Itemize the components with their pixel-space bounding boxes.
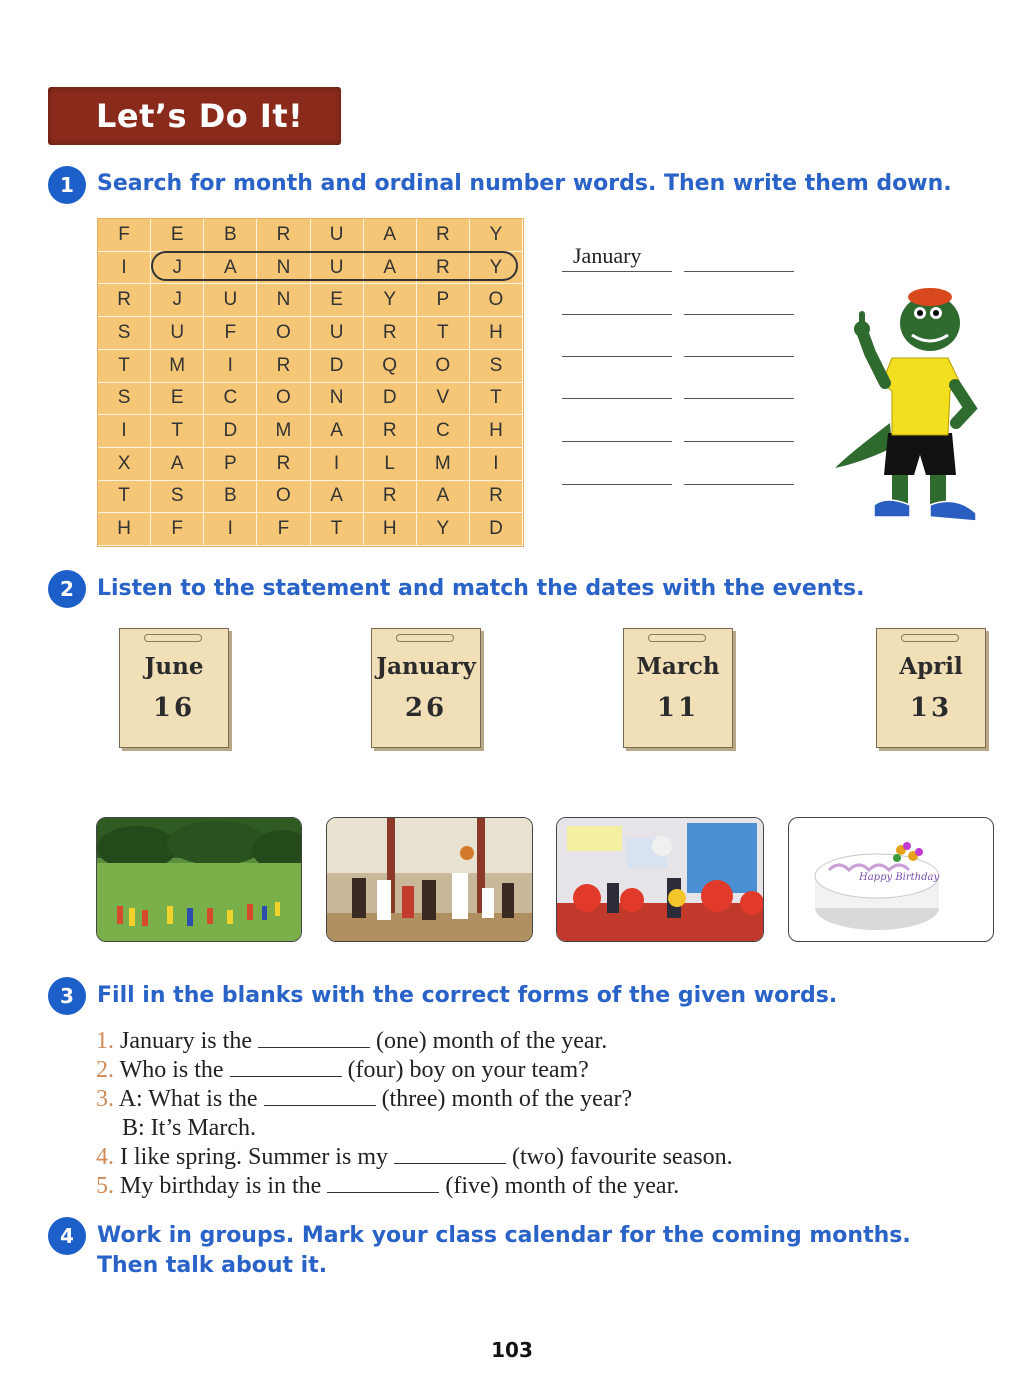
- grid-letter: E: [311, 284, 364, 317]
- grid-letter: M: [417, 448, 470, 481]
- calendar-day: 16: [152, 693, 196, 723]
- item-text-before: Who is the: [119, 1057, 224, 1083]
- exercise-1-instruction: Search for month and ordinal number words. Then write them down.: [97, 171, 952, 196]
- grid-letter: H: [98, 513, 151, 546]
- grid-letter: T: [98, 481, 151, 514]
- grid-letter: U: [311, 219, 364, 252]
- grid-letter: P: [417, 284, 470, 317]
- dinosaur-mascot-illustration: [830, 283, 990, 543]
- grid-letter: A: [364, 252, 417, 285]
- grid-letter: H: [470, 317, 523, 350]
- answer-blank-line: [562, 271, 672, 272]
- banner-title: Let’s Do It!: [96, 97, 304, 135]
- grid-letter: R: [98, 284, 151, 317]
- grid-letter: U: [151, 317, 204, 350]
- grid-letter: X: [98, 448, 151, 481]
- basketball-game-photo: [326, 817, 533, 942]
- item-number: 3.: [96, 1086, 119, 1112]
- grid-letter: I: [470, 448, 523, 481]
- calendar-day: 13: [909, 693, 953, 723]
- grid-letter: H: [470, 415, 523, 448]
- grid-letter: V: [417, 383, 470, 416]
- classroom-party-photo: [556, 817, 764, 942]
- calendar-ring-icon: [144, 634, 202, 642]
- answer-blank-line: [562, 441, 672, 442]
- answer-blank[interactable]: [258, 1031, 370, 1048]
- calendar-card-june: [119, 628, 229, 748]
- item-number: 4.: [96, 1144, 120, 1170]
- grid-letter: B: [204, 219, 257, 252]
- answer-blank-line: [562, 314, 672, 315]
- grid-letter: E: [151, 383, 204, 416]
- grid-letter: I: [311, 448, 364, 481]
- grid-letter: R: [257, 448, 310, 481]
- grid-letter: A: [204, 252, 257, 285]
- grid-letter: R: [364, 317, 417, 350]
- item-text-after: (three) month of the year?: [381, 1086, 633, 1112]
- calendar-card-march: [623, 628, 733, 748]
- exercise-item: [96, 1143, 733, 1172]
- cake-text: Happy Birthday: [859, 872, 940, 883]
- calendar-day: 26: [404, 693, 448, 723]
- item-text-after: (one) month of the year.: [375, 1028, 608, 1054]
- sports-field-photo: [96, 817, 302, 942]
- grid-letter: B: [204, 481, 257, 514]
- grid-letter: Y: [364, 284, 417, 317]
- item-number: 1.: [96, 1028, 120, 1054]
- calendar-month: January: [376, 653, 476, 680]
- section-banner: [48, 87, 341, 145]
- exercise-item: [96, 1172, 733, 1201]
- grid-letter: A: [311, 415, 364, 448]
- answer-blank-line: [684, 314, 794, 315]
- grid-letter: L: [364, 448, 417, 481]
- grid-letter: T: [151, 415, 204, 448]
- grid-letter: N: [257, 252, 310, 285]
- grid-letter: T: [311, 513, 364, 546]
- grid-letter: N: [257, 284, 310, 317]
- exercise-item: [96, 1085, 733, 1114]
- grid-letter: S: [98, 383, 151, 416]
- answer-blank[interactable]: [327, 1176, 439, 1193]
- grid-letter: S: [151, 481, 204, 514]
- exercise-item: [96, 1027, 733, 1056]
- answer-blank-line: [684, 398, 794, 399]
- answer-blank[interactable]: [264, 1089, 376, 1106]
- exercise-2-instruction: Listen to the statement and match the dates with the events.: [97, 576, 865, 601]
- exercise-4-instruction-line1: Work in groups. Mark your class calendar for the coming months.: [97, 1223, 911, 1248]
- calendar-month: June: [144, 653, 204, 680]
- calendar-month: April: [899, 653, 963, 680]
- calendar-ring-icon: [396, 634, 454, 642]
- grid-letter: P: [204, 448, 257, 481]
- grid-letter: E: [151, 219, 204, 252]
- calendar-ring-icon: [901, 634, 959, 642]
- grid-letter: A: [364, 219, 417, 252]
- grid-letter: R: [470, 481, 523, 514]
- grid-letter: I: [98, 415, 151, 448]
- grid-letter: U: [311, 252, 364, 285]
- grid-letter: J: [151, 284, 204, 317]
- grid-letter: A: [311, 481, 364, 514]
- grid-letter: O: [470, 284, 523, 317]
- page-number: 103: [491, 1338, 533, 1362]
- calendar-card-january: [371, 628, 481, 748]
- grid-letter: F: [257, 513, 310, 546]
- grid-letter: Y: [417, 513, 470, 546]
- january-circle-mark: [151, 251, 518, 281]
- grid-letter: D: [470, 513, 523, 546]
- grid-letter: C: [417, 415, 470, 448]
- grid-letter: R: [257, 219, 310, 252]
- answer-blank-line: [562, 484, 672, 485]
- calendar-month: March: [636, 653, 720, 680]
- calendar-day: 11: [656, 693, 700, 723]
- grid-letter: Y: [470, 219, 523, 252]
- exercise-number-3: 3: [48, 977, 86, 1015]
- grid-letter: T: [470, 383, 523, 416]
- answer-blank[interactable]: [230, 1060, 342, 1077]
- exercise-4-instruction-line2: Then talk about it.: [97, 1253, 328, 1278]
- grid-letter: T: [417, 317, 470, 350]
- fill-in-blanks-list: [96, 1027, 733, 1201]
- grid-letter: M: [257, 415, 310, 448]
- grid-letter: R: [417, 252, 470, 285]
- grid-letter: F: [98, 219, 151, 252]
- grid-letter: F: [151, 513, 204, 546]
- exercise-number-2: 2: [48, 570, 86, 608]
- item-number: 5.: [96, 1173, 120, 1199]
- item-text-after: (two) favourite season.: [511, 1144, 733, 1170]
- grid-letter: Q: [364, 350, 417, 383]
- item-text-before: My birthday is in the: [120, 1173, 322, 1199]
- grid-letter: A: [151, 448, 204, 481]
- grid-letter: T: [98, 350, 151, 383]
- answer-blank-line: [684, 484, 794, 485]
- answer-blank[interactable]: [394, 1147, 506, 1164]
- grid-letter: I: [204, 513, 257, 546]
- grid-letter: A: [417, 481, 470, 514]
- grid-letter: R: [417, 219, 470, 252]
- item-text-after: (five) month of the year.: [445, 1173, 680, 1199]
- answer-blank-line: [684, 441, 794, 442]
- exercise-number-1: 1: [48, 166, 86, 204]
- exercise-3-instruction: Fill in the blanks with the correct forms of the given words.: [97, 983, 838, 1008]
- grid-letter: N: [311, 383, 364, 416]
- grid-letter: F: [204, 317, 257, 350]
- item-text-after: (four) boy on your team?: [347, 1057, 589, 1083]
- item-text-before: I like spring. Summer is my: [120, 1144, 388, 1170]
- grid-letter: R: [364, 415, 417, 448]
- grid-letter: S: [98, 317, 151, 350]
- grid-letter: O: [257, 317, 310, 350]
- grid-letter: I: [204, 350, 257, 383]
- grid-letter: O: [257, 481, 310, 514]
- grid-letter: D: [204, 415, 257, 448]
- grid-letter: M: [151, 350, 204, 383]
- grid-letter: U: [311, 317, 364, 350]
- grid-letter: O: [417, 350, 470, 383]
- answer-blank-line: [562, 356, 672, 357]
- item-text-before: January is the: [120, 1028, 252, 1054]
- grid-letter: S: [470, 350, 523, 383]
- grid-letter: R: [257, 350, 310, 383]
- exercise-item: [96, 1114, 733, 1143]
- calendar-card-april: [876, 628, 986, 748]
- grid-letter: I: [98, 252, 151, 285]
- exercise-number-4: 4: [48, 1217, 86, 1255]
- grid-letter: O: [257, 383, 310, 416]
- item-text-before: A: What is the: [118, 1086, 258, 1112]
- grid-letter: H: [364, 513, 417, 546]
- example-answer: January: [573, 243, 642, 268]
- grid-letter: J: [151, 252, 204, 285]
- grid-letter: R: [364, 481, 417, 514]
- grid-letter: Y: [470, 252, 523, 285]
- grid-letter: C: [204, 383, 257, 416]
- grid-letter: U: [204, 284, 257, 317]
- grid-letter: D: [311, 350, 364, 383]
- answer-blank-line: [684, 356, 794, 357]
- calendar-ring-icon: [648, 634, 706, 642]
- exercise-item: [96, 1056, 733, 1085]
- item-number: 2.: [96, 1057, 120, 1083]
- answer-blank-line: [684, 271, 794, 272]
- grid-letter: D: [364, 383, 417, 416]
- answer-blank-line: [562, 398, 672, 399]
- item-text-before: B: It’s March.: [122, 1115, 256, 1141]
- birthday-cake-photo: [788, 817, 994, 942]
